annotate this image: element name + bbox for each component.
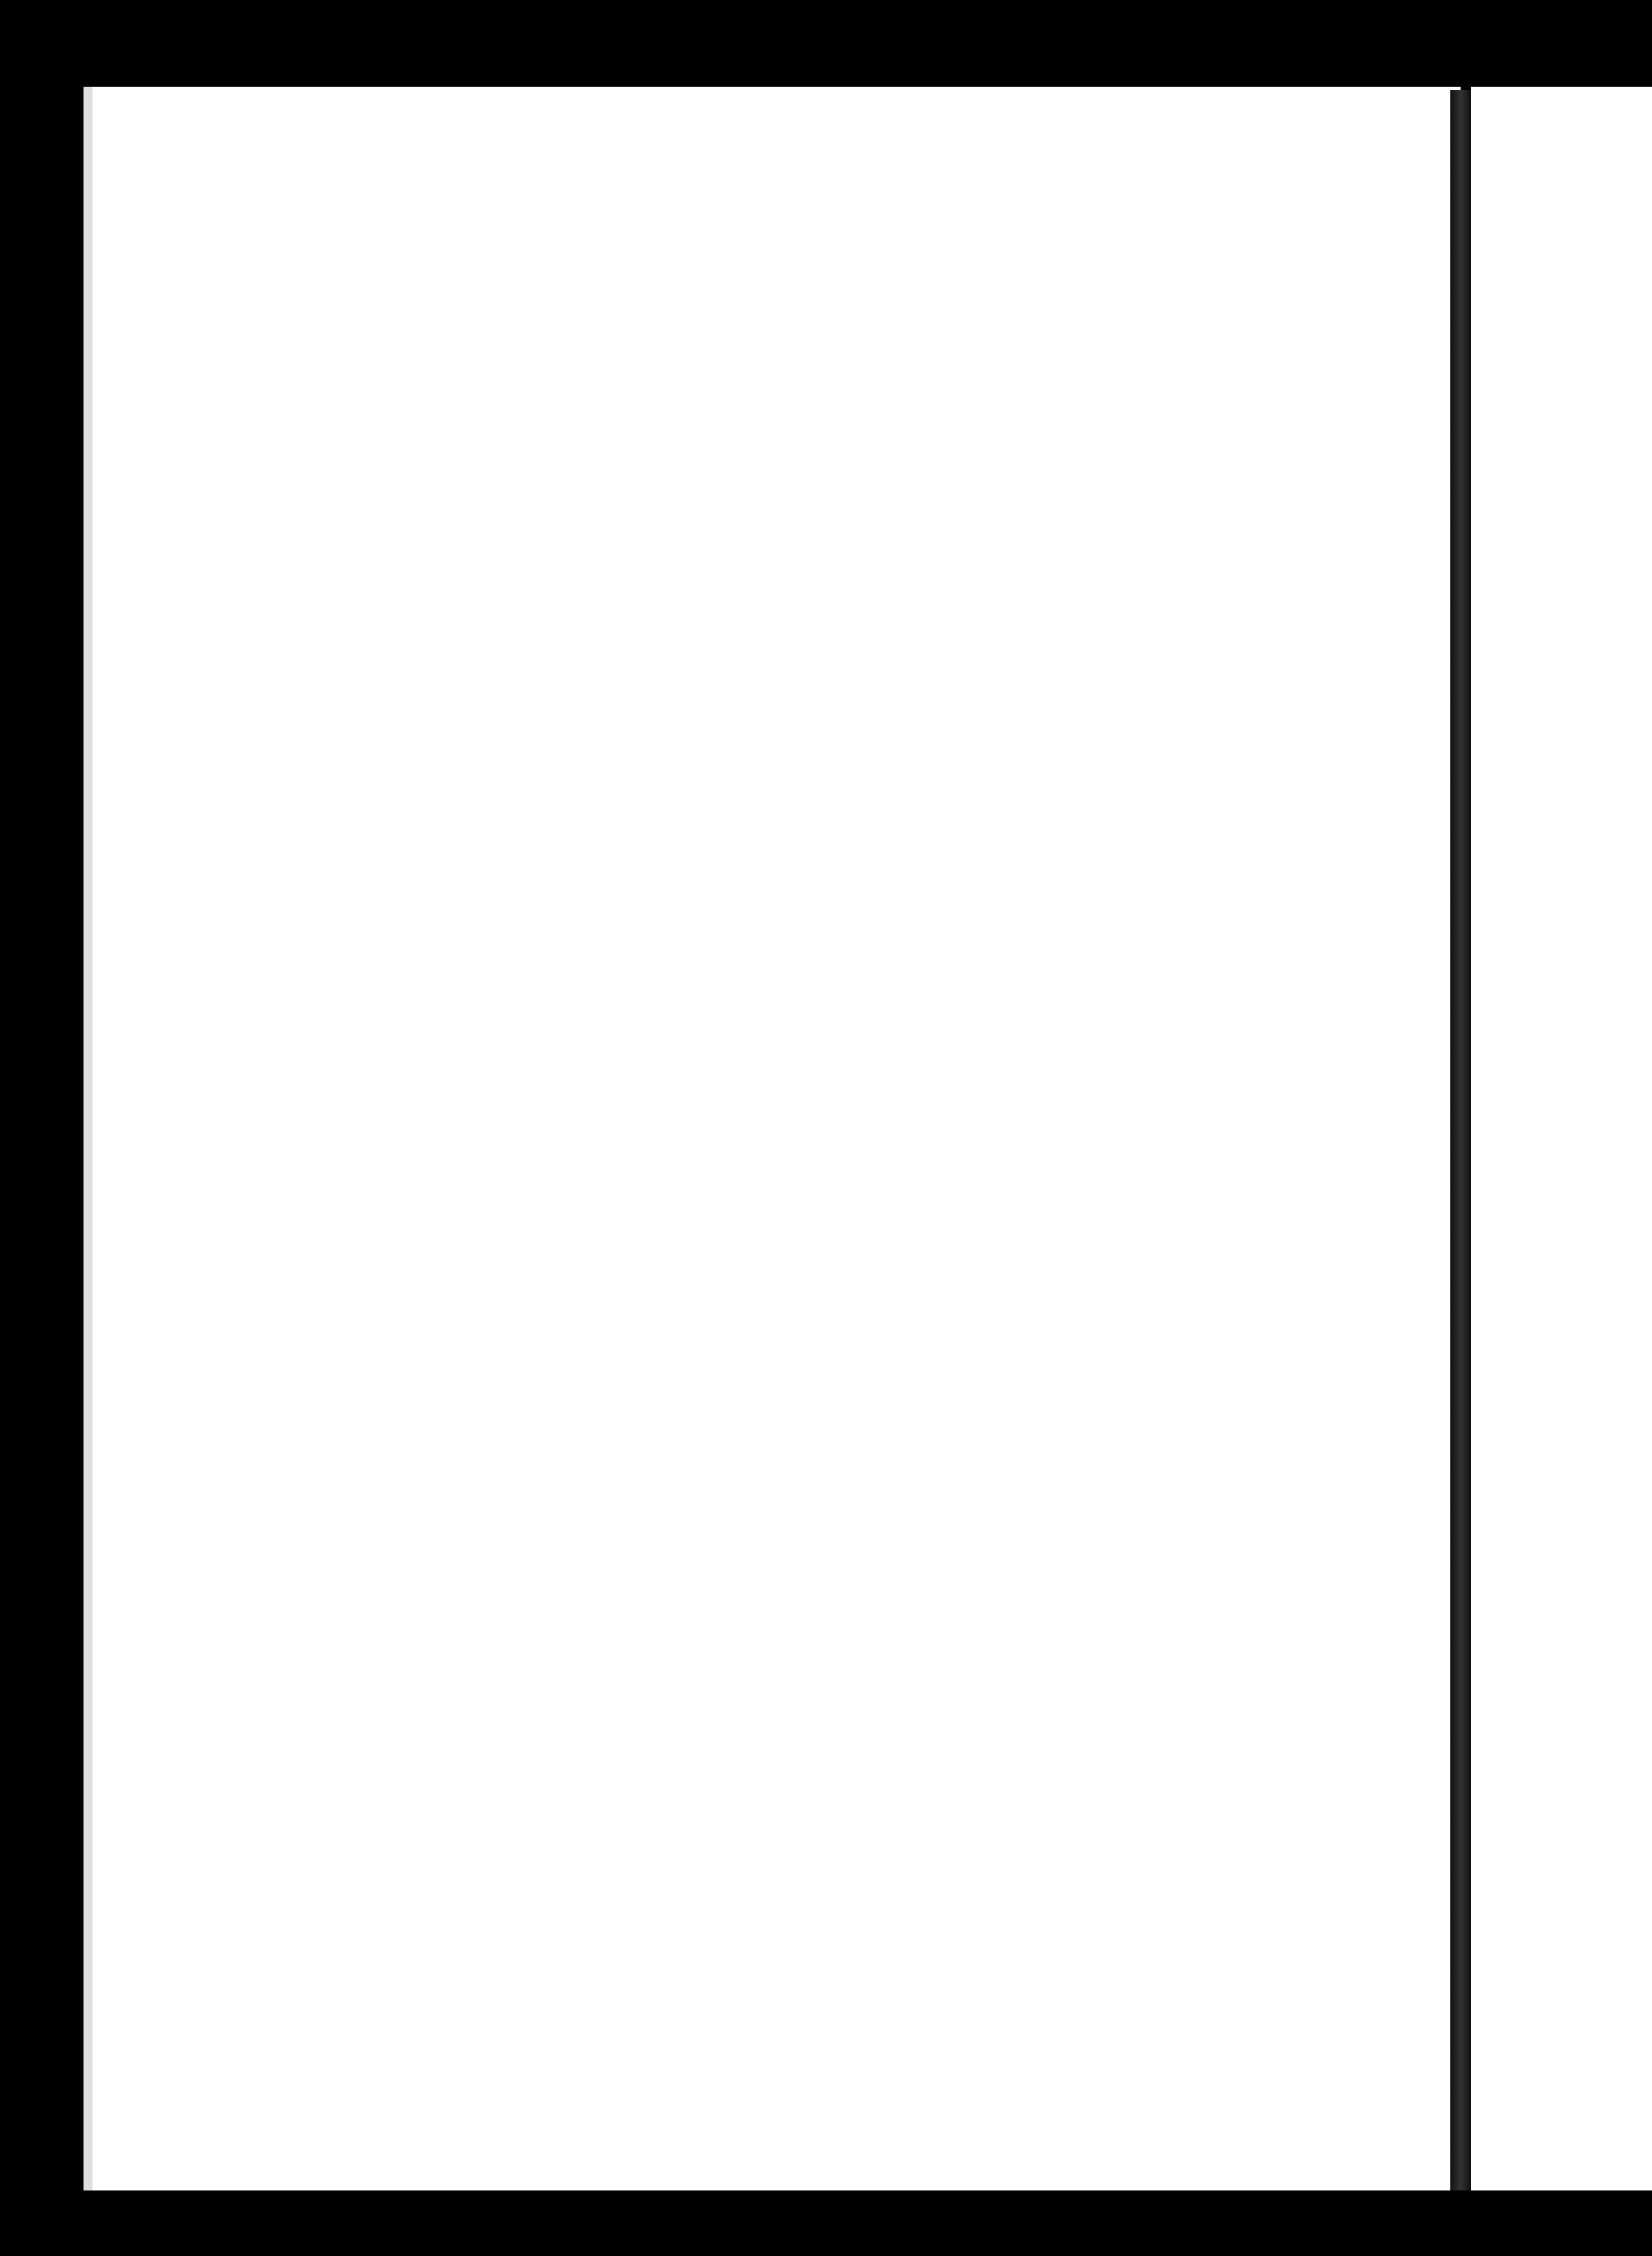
- left-page: [83, 87, 1461, 2190]
- book-spine: [1450, 90, 1471, 2190]
- right-page: [1471, 87, 1652, 2190]
